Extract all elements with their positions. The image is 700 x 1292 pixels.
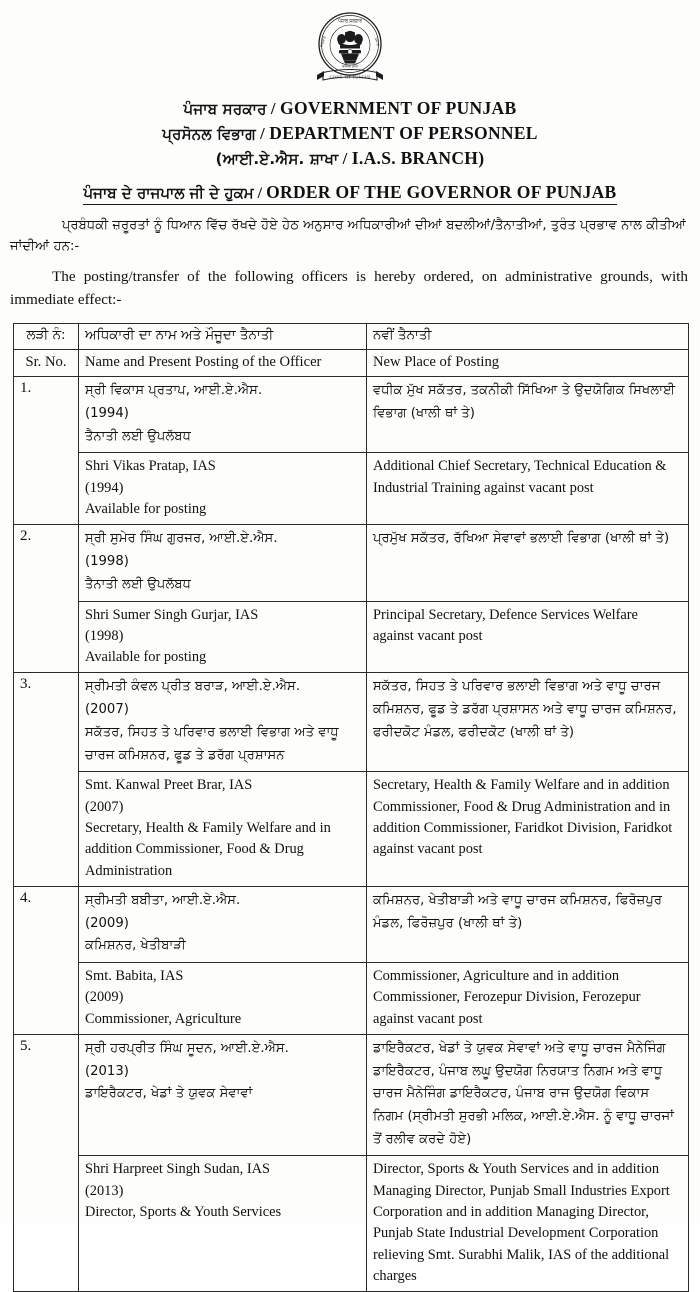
row-5-sr-no: 5.	[14, 1034, 79, 1291]
row-1-batch-year-english: (1994)	[85, 479, 124, 496]
row-4-batch-year-english: (2009)	[85, 989, 124, 1006]
row-3-present-posting-punjabi: ਸਕੱਤਰ, ਸਿਹਤ ਤੇ ਪਰਿਵਾਰ ਭਲਾਈ ਵਿਭਾਗ ਅਤੇ ਵਾਧੂ ਚਾਰਜ ਕਮਿਸ਼ਨਰ, ਫੂਡ ਤੇ ਡਰੱਗ ਪ੍ਰਸ਼ਾਸਨ	[85, 724, 339, 763]
row-3-name-punjabi	[79, 673, 367, 772]
row-5-officer-name-english: Shri Harpreet Singh Sudan, IAS	[85, 1161, 271, 1178]
order-title-punjabi: ਪੰਜਾਬ ਦੇ ਰਾਜਪਾਲ ਜੀ ਦੇ ਹੁਕਮ	[83, 183, 254, 202]
row-2-name-english	[79, 601, 367, 673]
row-3-officer-name-punjabi: ਸ੍ਰੀਮਤੀ ਕੰਵਲ ਪ੍ਰੀਤ ਬਰਾੜ, ਆਈ.ਏ.ਐਸ.	[85, 679, 301, 695]
header-name-posting-punjabi: ਅਧਿਕਾਰੀ ਦਾ ਨਾਮ ਅਤੇ ਮੌਜੂਦਾ ਤੈਨਾਤੀ	[79, 324, 367, 350]
row-3-new-posting-punjabi: ਸਕੱਤਰ, ਸਿਹਤ ਤੇ ਪਰਿਵਾਰ ਭਲਾਈ ਵਿਭਾਗ ਅਤੇ ਵਾਧੂ ਚਾਰਜ ਕਮਿਸ਼ਨਰ, ਫੂਡ ਤੇ ਡਰੱਗ ਪ੍ਰਸ਼ਾਸਨ ਅਤੇ ਵਾਧੂ ਚਾਰਜ ਕਮਿਸ਼ਨਰ, ਫਰੀਦਕੋਟ ਮੰਡਲ, ਫਰੀਦਕੋਟ (ਖਾਲੀ ਥਾਂ ਤੇ)	[367, 673, 689, 772]
heading-line-branch	[0, 146, 700, 171]
row-1-officer-name-english: Shri Vikas Pratap, IAS	[85, 458, 216, 475]
row-4-batch-year-punjabi: (2009)	[85, 915, 129, 931]
row-5-name-english	[79, 1156, 367, 1292]
row-3-new-posting-english: Secretary, Health & Family Welfare and in addition Commissioner, Food & Drug Administration and in addition Commissioner, Faridkot Division, Faridkot against vacant post	[367, 772, 689, 887]
order-title-english: ORDER OF THE GOVERNOR OF PUNJAB	[266, 181, 617, 202]
row-5-name-punjabi	[79, 1034, 367, 1156]
order-title-separator: /	[253, 184, 267, 202]
row-4-present-posting-punjabi: ਕਮਿਸ਼ਨਰ, ਖੇਤੀਬਾੜੀ	[85, 938, 186, 954]
row-2-present-posting-english: Available for posting	[85, 649, 207, 666]
svg-text:ਪੰਜਾਬ: ਪੰਜਾਬ	[373, 36, 382, 47]
row-3-batch-year-english: (2007)	[85, 798, 124, 815]
row-5-new-posting-english: Director, Sports & Youth Services and in addition Managing Director, Punjab Small Industries Export Corporation and in addition Managing Director, Punjab State Industrial Development Corporation relieving Smt. Surabhi Malik, IAS of the additional charges	[367, 1156, 689, 1292]
heading-government-punjabi: ਪੰਜਾਬ ਸਰਕਾਰ	[183, 100, 267, 118]
table-row	[14, 377, 689, 453]
document-heading	[0, 96, 700, 205]
table-row	[14, 601, 689, 673]
row-3-name-english	[79, 772, 367, 887]
svg-text:सत्यमेव जयते: सत्यमेव जयते	[342, 64, 358, 69]
row-1-officer-name-punjabi: ਸ੍ਰੀ ਵਿਕਾਸ ਪ੍ਰਤਾਪ, ਆਈ.ਏ.ਐਸ.	[85, 383, 263, 399]
row-1-batch-year-punjabi: (1994)	[85, 406, 129, 422]
table-row	[14, 1156, 689, 1292]
heading-government-english: GOVERNMENT OF PUNJAB	[280, 98, 517, 118]
order-title-row	[0, 182, 700, 205]
heading-separator-1: /	[266, 99, 281, 118]
row-1-name-english	[79, 453, 367, 525]
row-5-batch-year-english: (2013)	[85, 1182, 124, 1199]
heading-line-department	[0, 121, 700, 146]
heading-department-english: DEPARTMENT OF PERSONNEL	[269, 122, 538, 143]
row-1-sr-no: 1.	[14, 377, 79, 525]
row-1-present-posting-punjabi: ਤੈਨਾਤੀ ਲਈ ਉਪਲੱਬਧ	[85, 428, 191, 444]
header-new-posting-punjabi: ਨਵੀਂ ਤੈਨਾਤੀ	[367, 324, 689, 350]
heading-separator-2: /	[255, 123, 270, 143]
row-5-new-posting-punjabi: ਡਾਇਰੈਕਟਰ, ਖੇਡਾਂ ਤੇ ਯੁਵਕ ਸੇਵਾਵਾਂ ਅਤੇ ਵਾਧੂ ਚਾਰਜ ਮੈਨੇਜਿੰਗ ਡਾਇਰੈਕਟਰ, ਪੰਜਾਬ ਲਘੂ ਉਦਯੋਗ ਨਿਰਯਾਤ ਨਿਗਮ ਅਤੇ ਵਾਧੂ ਚਾਰਜ ਮੈਨੇਜਿੰਗ ਡਾਇਰੈਕਟਰ, ਪੰਜਾਬ ਰਾਜ ਉਦਯੋਗ ਵਿਕਾਸ ਨਿਗਮ (ਸ੍ਰੀਮਤੀ ਸੁਰਭੀ ਮਲਿਕ, ਆਈ.ਏ.ਐਸ. ਨੂੰ ਵਾਧੂ ਚਾਰਜਾਂ ਤੋਂ ਰਲੀਵ ਕਰਦੇ ਹੋਏ)	[367, 1034, 689, 1156]
order-title	[83, 182, 616, 205]
row-2-new-posting-english: Principal Secretary, Defence Services Welfare against vacant post	[367, 601, 689, 673]
row-5-officer-name-punjabi: ਸ੍ਰੀ ਹਰਪ੍ਰੀਤ ਸਿੰਘ ਸੂਦਨ, ਆਈ.ਏ.ਐਸ.	[85, 1040, 289, 1056]
row-1-present-posting-english: Available for posting	[85, 501, 207, 518]
row-2-present-posting-punjabi: ਤੈਨਾਤੀ ਲਈ ਉਪਲੱਬਧ	[85, 576, 191, 592]
row-4-sr-no: 4.	[14, 886, 79, 1034]
table-row	[14, 1034, 689, 1156]
heading-line-government	[0, 96, 700, 121]
government-of-punjab-emblem	[309, 8, 391, 94]
row-2-sr-no: 2.	[14, 525, 79, 673]
emblem-container	[0, 0, 700, 94]
row-2-batch-year-english: (1998)	[85, 627, 124, 644]
table-row	[14, 525, 689, 601]
transfer-order-table-container	[13, 323, 688, 1292]
intro-paragraph-punjabi: ਪ੍ਰਬੰਧਕੀ ਜ਼ਰੂਰਤਾਂ ਨੂੰ ਧਿਆਨ ਵਿੱਚ ਰੱਖਦੇ ਹੋਏ ਹੇਠ ਅਨੁਸਾਰ ਅਧਿਕਾਰੀਆਂ ਦੀਆਂ ਬਦਲੀਆਂ/ਤੈਨਾਤੀਆਂ, ਤੁਰੰਤ ਪ੍ਰਭਾਵ ਨਾਲ ਕੀਤੀਆਂ ਜਾਂਦੀਆਂ ਹਨ:-	[10, 217, 686, 254]
table-row	[14, 453, 689, 525]
heading-department-punjabi: ਪ੍ਰਸੋਨਲ ਵਿਭਾਗ	[162, 124, 256, 143]
row-4-new-posting-english: Commissioner, Agriculture and in addition Commissioner, Ferozepur Division, Ferozepur against vacant post	[367, 962, 689, 1034]
row-1-new-posting-punjabi: ਵਧੀਕ ਮੁੱਖ ਸਕੱਤਰ, ਤਕਨੀਕੀ ਸਿੱਖਿਆ ਤੇ ਉਦਯੋਗਿਕ ਸਿਖਲਾਈ ਵਿਭਾਗ (ਖਾਲੀ ਥਾਂ ਤੇ)	[367, 377, 689, 453]
row-1-name-punjabi	[79, 377, 367, 453]
row-4-officer-name-english: Smt. Babita, IAS	[85, 967, 184, 984]
svg-text:ਪੰਜਾਬ ਸਰਕਾਰ: ਪੰਜਾਬ ਸਰਕਾਰ	[338, 19, 362, 25]
table-header-row-english	[14, 350, 689, 377]
heading-separator-3: /	[338, 148, 352, 168]
heading-branch-punjabi: (ਆਈ.ਏ.ਐਸ. ਸ਼ਾਖਾ	[215, 149, 339, 168]
row-5-present-posting-english: Director, Sports & Youth Services	[85, 1204, 282, 1220]
table-row	[14, 772, 689, 887]
row-3-sr-no: 3.	[14, 673, 79, 886]
heading-branch-english: I.A.S. BRANCH)	[351, 147, 485, 168]
table-row	[14, 673, 689, 772]
table-header-row-punjabi	[14, 324, 689, 350]
header-name-posting-english: Name and Present Posting of the Officer	[79, 350, 367, 377]
row-4-officer-name-punjabi: ਸ੍ਰੀਮਤੀ ਬਬੀਤਾ, ਆਈ.ਏ.ਐਸ.	[85, 892, 241, 908]
row-1-new-posting-english: Additional Chief Secretary, Technical Education & Industrial Training against vacant post	[367, 453, 689, 525]
transfer-order-table	[13, 323, 689, 1292]
row-2-new-posting-punjabi: ਪ੍ਰਮੁੱਖ ਸਕੱਤਰ, ਰੱਖਿਆ ਸੇਵਾਵਾਂ ਭਲਾਈ ਵਿਭਾਗ (ਖਾਲੀ ਥਾਂ ਤੇ)	[367, 525, 689, 601]
row-3-officer-name-english: Smt. Kanwal Preet Brar, IAS	[85, 777, 253, 794]
svg-text:GOVT. OF PUNJAB: GOVT. OF PUNJAB	[329, 74, 371, 80]
table-row	[14, 962, 689, 1034]
row-5-present-posting-punjabi: ਡਾਇਰੈਕਟਰ, ਖੇਡਾਂ ਤੇ ਯੁਵਕ ਸੇਵਾਵਾਂ	[85, 1086, 253, 1102]
row-5-batch-year-punjabi: (2013)	[85, 1063, 129, 1079]
row-2-batch-year-punjabi: (1998)	[85, 554, 129, 570]
row-4-name-punjabi	[79, 886, 367, 962]
header-new-posting-english: New Place of Posting	[367, 350, 689, 377]
row-2-officer-name-punjabi: ਸ੍ਰੀ ਸੁਮੇਰ ਸਿੰਘ ਗੁਰਜਰ, ਆਈ.ਏ.ਐਸ.	[85, 531, 278, 547]
row-4-name-english	[79, 962, 367, 1034]
row-3-present-posting-english: Secretary, Health & Family Welfare and in addition Commissioner, Food & Drug Administration	[85, 819, 331, 879]
row-3-batch-year-punjabi: (2007)	[85, 702, 129, 718]
header-sr-no-punjabi: ਲੜੀ ਨੰ:	[14, 324, 79, 350]
intro-paragraph-english: The posting/transfer of the following officers is hereby ordered, on administrative grounds, with immediate effect:-	[10, 268, 688, 308]
row-2-name-punjabi	[79, 525, 367, 601]
svg-text:ਸਰਕਾਰ: ਸਰਕਾਰ	[318, 35, 327, 48]
table-row	[14, 886, 689, 962]
row-4-present-posting-english: Commissioner, Agriculture	[85, 1010, 242, 1027]
row-2-officer-name-english: Shri Sumer Singh Gurjar, IAS	[85, 606, 259, 623]
row-4-new-posting-punjabi: ਕਮਿਸ਼ਨਰ, ਖੇਤੀਬਾੜੀ ਅਤੇ ਵਾਧੂ ਚਾਰਜ ਕਮਿਸ਼ਨਰ, ਫਿਰੋਜ਼ਪੁਰ ਮੰਡਲ, ਫਿਰੋਜ਼ਪੁਰ (ਖਾਲੀ ਥਾਂ ਤੇ)	[367, 886, 689, 962]
header-sr-no-english: Sr. No.	[14, 350, 79, 377]
